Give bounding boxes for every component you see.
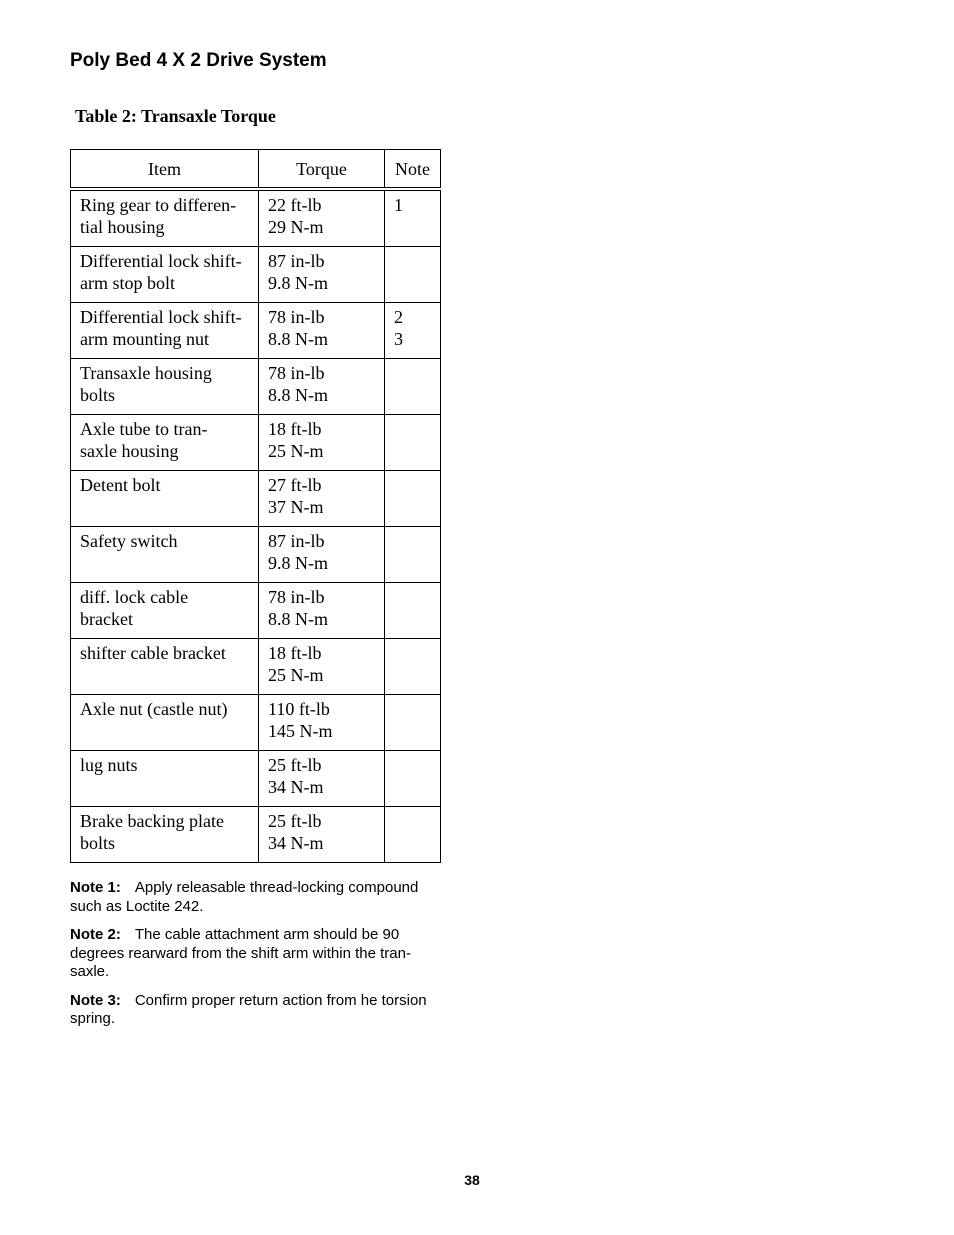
item-cell bbox=[71, 807, 259, 863]
torque-cell bbox=[259, 527, 385, 583]
torque-cell bbox=[259, 471, 385, 527]
item-cell bbox=[71, 189, 259, 247]
note-label: Note 1: bbox=[70, 879, 121, 896]
torque-cell bbox=[259, 639, 385, 695]
page-number: 38 bbox=[464, 1172, 480, 1188]
item-cell-line: Transaxle housing bbox=[80, 363, 212, 383]
torque-cell-line: 78 in-lb bbox=[268, 587, 325, 607]
torque-cell bbox=[259, 189, 385, 247]
item-cell-line: Axle tube to tran- bbox=[80, 419, 208, 439]
torque-cell-line: 87 in-lb bbox=[268, 251, 325, 271]
torque-table bbox=[70, 149, 441, 863]
torque-cell-line: 25 ft-lb bbox=[268, 755, 322, 775]
note-label: Note 3: bbox=[70, 991, 121, 1009]
note-cell bbox=[385, 807, 441, 863]
note-cell bbox=[385, 471, 441, 527]
note-text: spring. bbox=[70, 1010, 116, 1027]
header-note: Note bbox=[385, 150, 441, 190]
torque-cell-line: 27 ft-lb bbox=[268, 475, 322, 495]
torque-cell-line: 110 ft-lb bbox=[268, 699, 330, 719]
item-cell bbox=[71, 583, 259, 639]
table-row bbox=[71, 359, 441, 415]
item-cell-line: tial housing bbox=[80, 217, 165, 237]
note-1 bbox=[70, 879, 448, 916]
torque-cell-line: 9.8 N-m bbox=[268, 553, 328, 573]
torque-cell-line: 25 ft-lb bbox=[268, 811, 322, 831]
item-cell bbox=[71, 751, 259, 807]
note-cell-line: 3 bbox=[394, 329, 403, 349]
table-row bbox=[71, 471, 441, 527]
note-text: Apply releasable thread-locking compound bbox=[134, 879, 419, 896]
torque-cell-line: 18 ft-lb bbox=[268, 419, 322, 439]
item-cell-line: Safety switch bbox=[80, 531, 178, 551]
section-title: Poly Bed 4 X 2 Drive System bbox=[70, 50, 327, 71]
item-cell-line: Ring gear to differen- bbox=[80, 195, 237, 215]
item-cell-line: saxle housing bbox=[80, 441, 179, 461]
torque-cell bbox=[259, 807, 385, 863]
note-text: degrees rearward from the shift arm within the tran- bbox=[70, 944, 411, 962]
note-cell bbox=[385, 247, 441, 303]
torque-cell bbox=[259, 583, 385, 639]
note-cell bbox=[385, 303, 441, 359]
torque-cell-line: 18 ft-lb bbox=[268, 643, 322, 663]
table-row bbox=[71, 639, 441, 695]
item-cell-line: bracket bbox=[80, 609, 133, 629]
table-row bbox=[71, 303, 441, 359]
notes-section bbox=[70, 879, 448, 1039]
item-cell bbox=[71, 527, 259, 583]
torque-cell-line: 8.8 N-m bbox=[268, 609, 328, 629]
table-row bbox=[71, 189, 441, 247]
torque-cell bbox=[259, 247, 385, 303]
table-body bbox=[71, 189, 441, 863]
torque-cell-line: 34 N-m bbox=[268, 833, 324, 853]
torque-cell-line: 9.8 N-m bbox=[268, 273, 328, 293]
table-row bbox=[71, 583, 441, 639]
item-cell bbox=[71, 471, 259, 527]
note-cell bbox=[385, 527, 441, 583]
item-cell bbox=[71, 695, 259, 751]
note-cell-line: 2 bbox=[394, 307, 403, 327]
item-cell-line: Detent bolt bbox=[80, 475, 161, 495]
item-cell bbox=[71, 247, 259, 303]
note-cell-line: 1 bbox=[394, 195, 403, 215]
table-row bbox=[71, 415, 441, 471]
item-cell-line: bolts bbox=[80, 833, 116, 853]
torque-cell-line: 37 N-m bbox=[268, 497, 324, 517]
torque-cell-line: 25 N-m bbox=[268, 441, 324, 461]
torque-cell-line: 78 in-lb bbox=[268, 363, 325, 383]
torque-cell bbox=[259, 695, 385, 751]
item-cell-line: Differential lock shift- bbox=[80, 251, 242, 271]
header-item: Item bbox=[71, 150, 259, 190]
item-cell bbox=[71, 639, 259, 695]
item-cell-line: Axle nut (castle nut) bbox=[80, 699, 228, 719]
table-caption: Table 2: Transaxle Torque bbox=[75, 106, 276, 126]
table-row bbox=[71, 247, 441, 303]
torque-cell bbox=[259, 359, 385, 415]
note-cell bbox=[385, 695, 441, 751]
item-cell bbox=[71, 415, 259, 471]
torque-cell bbox=[259, 751, 385, 807]
note-label: Note 2: bbox=[70, 926, 121, 943]
torque-cell-line: 34 N-m bbox=[268, 777, 324, 797]
item-cell-line: diff. lock cable bbox=[80, 587, 189, 607]
note-cell bbox=[385, 583, 441, 639]
note-cell bbox=[385, 359, 441, 415]
table-row bbox=[71, 751, 441, 807]
item-cell bbox=[71, 359, 259, 415]
note-cell bbox=[385, 415, 441, 471]
torque-cell-line: 78 in-lb bbox=[268, 307, 325, 327]
note-cell bbox=[385, 189, 441, 247]
note-text: such as Loctite 242. bbox=[70, 897, 204, 915]
table-header-row bbox=[71, 150, 441, 190]
item-cell-line: lug nuts bbox=[80, 755, 138, 775]
table-row bbox=[71, 695, 441, 751]
torque-cell bbox=[259, 415, 385, 471]
torque-cell-line: 145 N-m bbox=[268, 721, 333, 741]
item-cell-line: Brake backing plate bbox=[80, 811, 224, 831]
torque-cell bbox=[259, 303, 385, 359]
torque-cell-line: 87 in-lb bbox=[268, 531, 325, 551]
torque-cell-line: 22 ft-lb bbox=[268, 195, 322, 215]
note-2 bbox=[70, 926, 448, 982]
item-cell-line: bolts bbox=[80, 385, 116, 405]
torque-cell-line: 25 N-m bbox=[268, 665, 324, 685]
item-cell bbox=[71, 303, 259, 359]
note-text: saxle. bbox=[70, 963, 110, 980]
note-text: Confirm proper return action from he torsion bbox=[134, 991, 427, 1009]
table-row bbox=[71, 527, 441, 583]
torque-cell-line: 8.8 N-m bbox=[268, 385, 328, 405]
note-cell bbox=[385, 639, 441, 695]
item-cell-line: arm mounting nut bbox=[80, 329, 209, 349]
note-text: The cable attachment arm should be 90 bbox=[134, 926, 400, 943]
note-cell bbox=[385, 751, 441, 807]
item-cell-line: arm stop bolt bbox=[80, 273, 175, 293]
torque-cell-line: 8.8 N-m bbox=[268, 329, 328, 349]
note-3 bbox=[70, 992, 448, 1029]
torque-cell-line: 29 N-m bbox=[268, 217, 324, 237]
item-cell-line: shifter cable bracket bbox=[80, 643, 226, 663]
table-row bbox=[71, 807, 441, 863]
item-cell-line: Differential lock shift- bbox=[80, 307, 242, 327]
header-torque: Torque bbox=[259, 150, 385, 190]
